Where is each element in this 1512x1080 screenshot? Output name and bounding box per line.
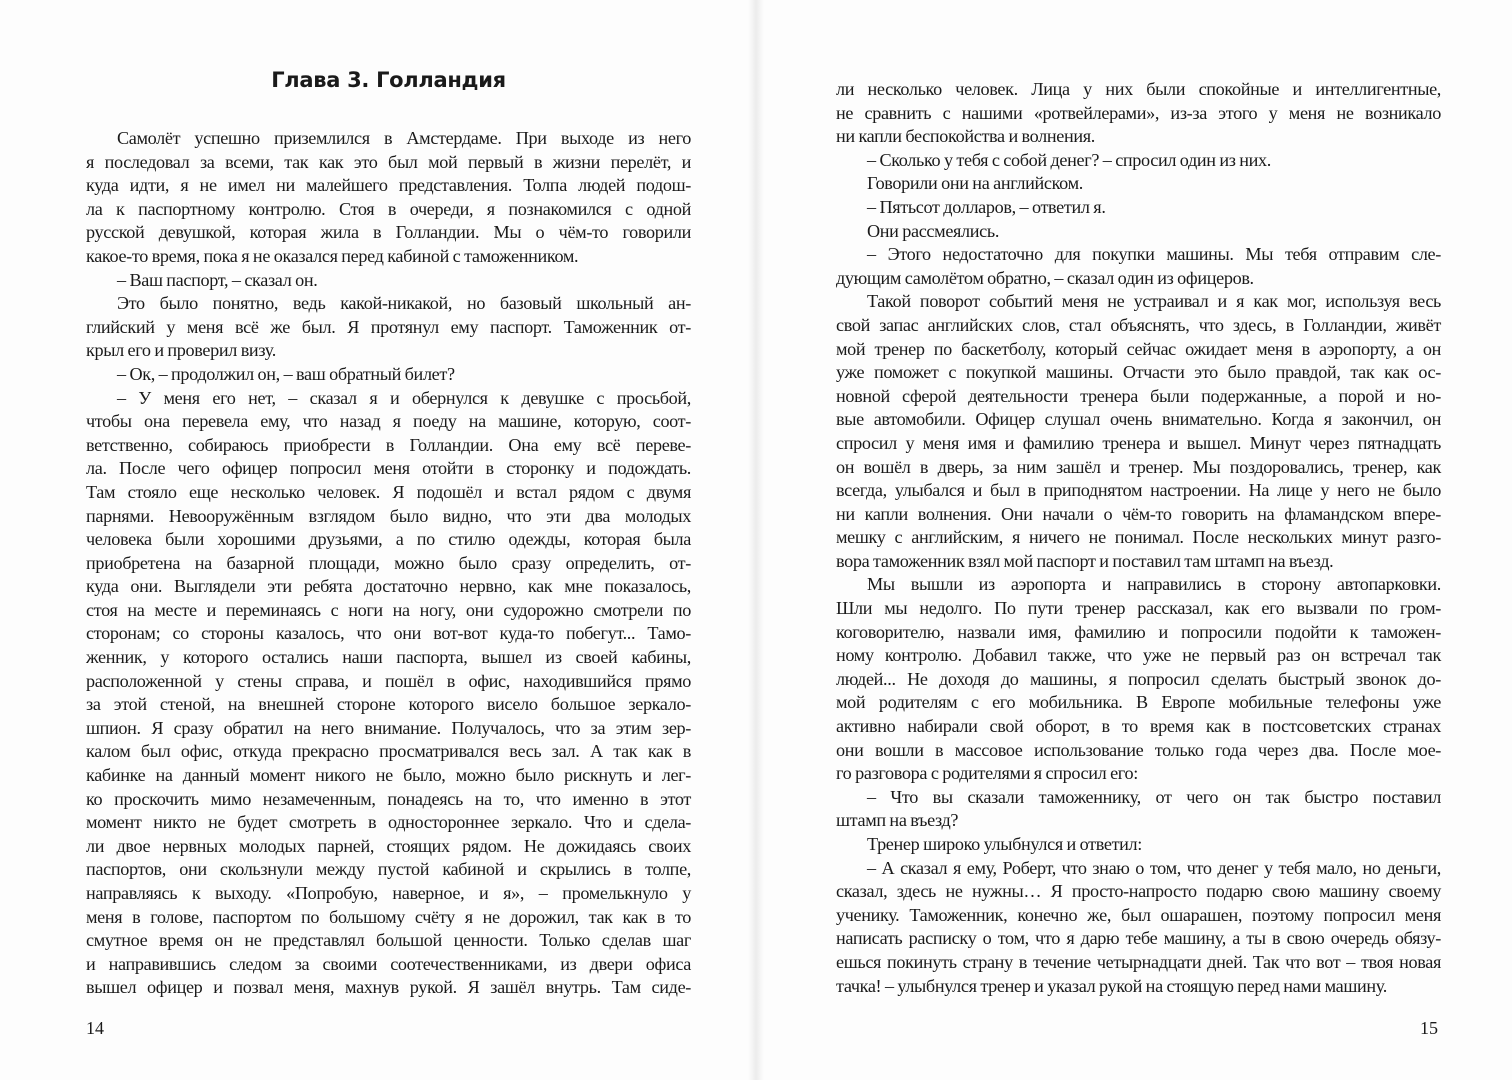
text-line: активно набирали свой оборот, в то время как в постсоветских странах	[836, 716, 1441, 737]
text-line: ученику. Таможенник, конечно же, был ошарашен, поэтому попросил меня	[836, 904, 1441, 925]
text-line: – А сказал я ему, Роберт, что знаю о том, что денег у тебя мало, но деньги,	[867, 857, 1441, 878]
text-line: Говорили они на английском.	[867, 173, 1083, 194]
text-line: меня в голове, паспортом по большому счёту я не дорожил, так как в то	[86, 906, 691, 927]
page-number: 14	[86, 1018, 104, 1038]
text-line: тачка! – улыбнулся тренер и указал рукой на стоящую перед нами машину.	[836, 975, 1387, 996]
text-line: он вошёл в дверь, за ним зашёл и тренер. Мы поздоровались, тренер, как	[836, 456, 1441, 477]
text-line: я последовал за всеми, так как это был мой первый в жизни перелёт, и	[86, 151, 691, 172]
text-line: момент никто не будет смотреть в одностороннее зеркало. Что и сдела-	[86, 812, 691, 833]
text-line: – Что вы сказали таможеннику, от чего он так быстро поставил	[867, 786, 1441, 807]
text-line: ному контролю. Добавил также, что уже не первый раз он встречал так	[836, 645, 1441, 666]
text-line: ешься покинуть страну в течение четырнадцати дней. Так что вот – твоя новая	[836, 951, 1441, 972]
text-line: свой запас английских слов, стал объяснять, что здесь, в Голландии, живёт	[836, 314, 1441, 335]
text-line: Это было понятно, ведь какой-никакой, но базовый школьный ан-	[117, 293, 691, 314]
text-line: – У меня его нет, – сказал я и обернулся к девушке с просьбой,	[117, 387, 691, 408]
text-line: парнями. Невооружённым взглядом было видно, что эти два молодых	[86, 505, 691, 526]
text-line: мешку с английским, я ничего не понимал. После нескольких минут разго-	[836, 527, 1441, 548]
text-line: сказал, здесь не нужны… Я просто-напросто подарю свою машину своему	[836, 881, 1441, 902]
text-line: коговорителю, назвали имя, фамилию и попросили подойти к таможен-	[836, 621, 1441, 642]
text-line: людей... Не доходя до машины, я попросил сделать быстрый звонок до-	[836, 668, 1441, 689]
text-line: написать расписку о том, что я дарю тебе машину, а ты в свою очередь обязу-	[836, 928, 1441, 949]
text-line: кабинке на данный момент никого не было, можно было рискнуть и лег-	[86, 765, 691, 786]
text-line: приобретена на базарной площади, можно было сразу определить, от-	[86, 552, 691, 573]
text-line: и направившись следом за своими соотечественниками, из двери офиса	[86, 953, 691, 974]
text-line: куда идти, я не имел ни малейшего представления. Толпа людей подош-	[86, 175, 691, 196]
text-line: – Сколько у тебя с собой денег? – спросил один из них.	[867, 149, 1271, 170]
text-line: ли несколько человек. Лица у них были спокойные и интеллигентные,	[836, 79, 1441, 99]
text-line: человека были хорошими друзьями, а по стилю одежды, которая была	[86, 529, 691, 550]
text-line: штамп на въезд?	[836, 810, 959, 831]
text-line: за этой стеной, на внешней стороне которого висело большое зеркало-	[86, 694, 691, 715]
text-line: ла к паспортному контролю. Стоя в очереди, я познакомился с одной	[86, 198, 691, 219]
text-line: шпион. Я сразу обратил на него внимание. Получалось, что за этим зер-	[86, 717, 691, 738]
chapter-heading: Глава 3. Голландия	[271, 68, 506, 92]
text-line: – Этого недостаточно для покупки машины. Мы тебя отправим сле-	[867, 244, 1441, 265]
text-line: – Ваш паспорт, – сказал он.	[117, 269, 318, 290]
text-line: расположенной у стены справа, и пошёл в офис, находившийся прямо	[86, 670, 691, 691]
text-line: ни капли беспокойства и волнения.	[836, 126, 1095, 147]
text-line: Тренер широко улыбнулся и ответил:	[867, 834, 1142, 854]
text-line: вора таможенник взял мой паспорт и поставил там штамп на въезд.	[836, 550, 1334, 571]
text-line: чтобы она перевела ему, что назад я поеду на машине, которую, соот-	[86, 411, 691, 432]
right-page	[756, 0, 1512, 1080]
text-line: вышел офицер и позвал меня, махнув рукой. Я зашёл внутрь. Там сиде-	[86, 977, 691, 998]
text-line: какое-то время, пока я не оказался перед кабиной с таможенником.	[86, 245, 579, 266]
text-line: не сравнить с нашими «ротвейлерами», из-за этого у меня не возникало	[836, 102, 1441, 123]
text-line: женник, у которого остались наши паспорта, вышел из своей кабины,	[86, 647, 691, 668]
text-line: сторонам; со стороны казалось, что они вот-вот куда-то побегут... Тамо-	[86, 623, 691, 644]
text-line: спросил у меня имя и фамилию тренера и вышел. Минут через пятнадцать	[836, 432, 1441, 453]
text-line: ли двое нервных молодых парней, стоящих рядом. Не дожидаясь своих	[86, 835, 691, 856]
text-line: ко проскочить мимо незамеченным, понадеясь на то, что именно в этот	[86, 788, 691, 809]
text-line: Они рассмеялись.	[867, 220, 1000, 241]
text-line: го разговора с родителями я спросил его:	[836, 763, 1138, 784]
text-line: Шли мы недолго. По пути тренер рассказал, как его вызвали по гром-	[836, 598, 1441, 619]
text-line: ветственно, собираюсь приобрести в Голландии. Она ему всё переве-	[86, 434, 691, 455]
text-line: уже поможет с покупкой машины. Отчасти это было правдой, так как ос-	[836, 362, 1441, 383]
text-line: куда они. Выглядели эти ребята достаточно нервно, как мне показалось,	[86, 576, 691, 597]
text-line: Такой поворот событий меня не устраивал и я как мог, используя весь	[867, 291, 1441, 312]
text-line: крыл его и проверил визу.	[86, 340, 276, 361]
text-line: калом был офис, откуда прекрасно просматривался весь зал. А так как в	[86, 741, 691, 762]
text-line: ни капли волнения. Они начали о чём-то говорить на фламандском впере-	[836, 503, 1441, 524]
text-line: паспортов, они скользнули между пустой кабиной и скрылись в толпе,	[86, 859, 691, 880]
text-line: глийский у меня всё же был. Я протянул ему паспорт. Таможенник от-	[86, 316, 691, 337]
text-line: вые автомобили. Офицер слушал очень внимательно. Когда я закончил, он	[836, 409, 1441, 430]
text-line: русской девушкой, которая жила в Голландии. Мы о чём-то говорили	[86, 222, 691, 243]
text-line: стоя на месте и переминаясь с ноги на ногу, они судорожно смотрели по	[86, 599, 691, 620]
text-line: Самолёт успешно приземлился в Амстердаме. При выходе из него	[117, 128, 691, 148]
text-line: ла. После чего офицер попросил меня отойти в сторонку и подождать.	[86, 458, 691, 479]
text-line: мой тренер по баскетболу, который сейчас ожидает меня в аэропорту, а он	[836, 338, 1441, 359]
text-line: новной сферой деятельности тренера были подержанные, а порой и но-	[836, 385, 1441, 406]
text-line: – Ок, – продолжил он, – ваш обратный билет?	[117, 363, 455, 384]
text-line: Там стояло еще несколько человек. Я подошёл и встал рядом с двумя	[86, 481, 691, 502]
text-line: всегда, улыбался и был в приподнятом настроении. На лице у него не было	[836, 480, 1441, 501]
right-page-body	[836, 78, 1441, 998]
text-line: смутное время он не представлял большой ценности. Только сделав шаг	[86, 930, 691, 951]
text-line: дующим самолётом обратно, – сказал один из офицеров.	[836, 267, 1254, 288]
text-line: направляясь к выходу. «Попробую, наверное, и я», – промелькнуло у	[86, 883, 691, 903]
text-line: они вошли в массовое использование только года через два. После мое-	[836, 739, 1441, 760]
text-line: Мы вышли из аэропорта и направились в сторону автопарковки.	[867, 574, 1441, 595]
left-page-body	[86, 127, 691, 1000]
page-number: 15	[1420, 1018, 1438, 1038]
text-line: мой родителям с его мобильника. В Европе мобильные телефоны уже	[836, 692, 1441, 713]
text-line: – Пятьсот долларов, – ответил я.	[867, 196, 1106, 217]
